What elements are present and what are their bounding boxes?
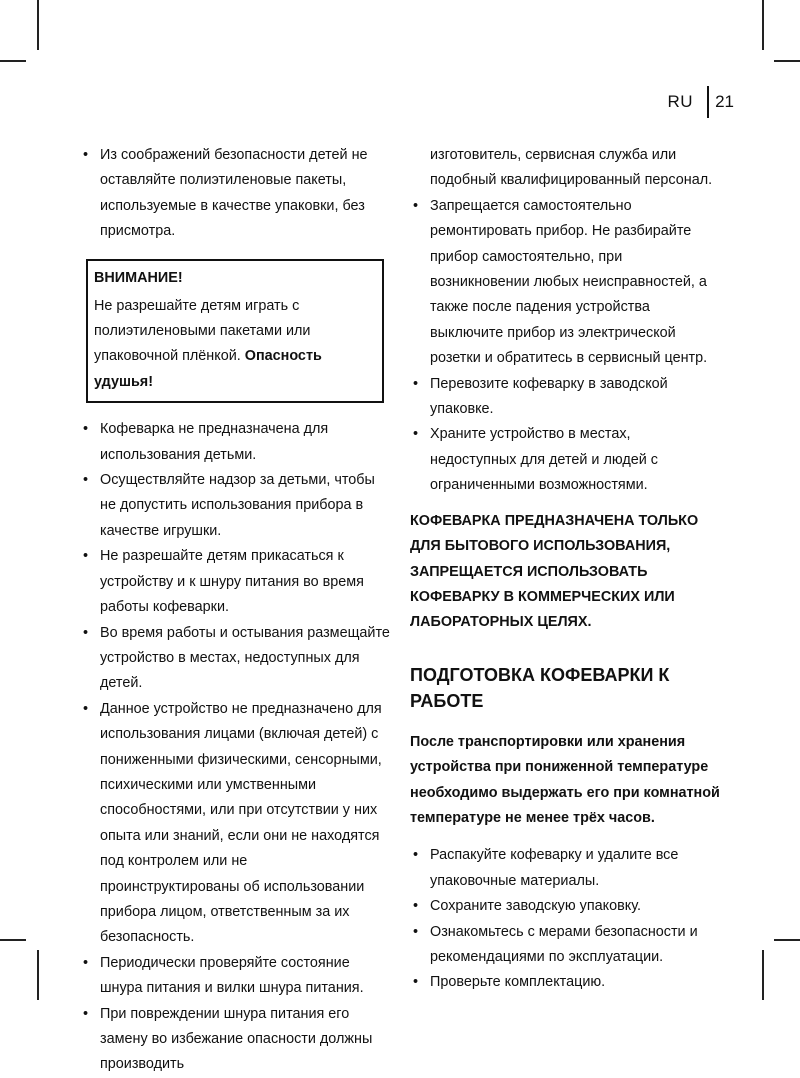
list-item: • Сохраните заводскую упаковку. xyxy=(410,894,720,919)
list-item: • Храните устройство в местах, недоступных для детей и людей с ограниченными возможностями. xyxy=(410,422,720,498)
page-header xyxy=(668,88,734,116)
crop-mark xyxy=(0,939,26,941)
list-item: • Из соображений безопасности детей не оставляйте полиэтиленовые пакеты, используемые в качестве упаковки, без присмотра. xyxy=(80,143,390,245)
crop-mark xyxy=(0,60,26,62)
list-item: • Данное устройство не предназначено для использования лицами (включая детей) с пониженными физическими, сенсорными, психическими или умственными способностями, или при отсутствии у них опыта или знаний, если они не находятся под контролем или не проинструктированы об использовании прибора лицом, ответственным за их безопасность. xyxy=(80,697,390,951)
list-item: • Проверьте комплектацию. xyxy=(410,970,720,995)
safety-list-continued xyxy=(410,194,720,499)
language-code: RU xyxy=(667,92,694,111)
header-divider xyxy=(707,86,709,118)
crop-mark xyxy=(762,950,764,1000)
crop-mark xyxy=(762,0,764,50)
crop-mark xyxy=(37,950,39,1000)
crop-mark xyxy=(37,0,39,50)
section-note: После транспортировки или хранения устройства при пониженной температуре необходимо выдержать его при комнатной температуре не менее трёх часов. xyxy=(410,733,720,826)
warning-body: Не разрешайте детям играть с полиэтиленовыми пакетами или упаковочной плёнкой. xyxy=(94,297,311,365)
continued-text: изготовитель, сервисная служба или подобный квалифицированный персонал. xyxy=(430,147,713,189)
list-item: • Ознакомьтесь с мерами безопасности и рекомендациями по эксплуатации. xyxy=(410,920,720,971)
list-item: • Во время работы и остывания размещайте устройство в местах, недоступных для детей. xyxy=(80,621,390,697)
preparation-list xyxy=(410,843,720,995)
intro-list xyxy=(80,143,390,245)
household-use-notice: КОФЕВАРКА ПРЕДНАЗНАЧЕНА ТОЛЬКО ДЛЯ БЫТОВОГО ИСПОЛЬЗОВАНИЯ, ЗАПРЕЩАЕТСЯ ИСПОЛЬЗОВАТЬ КОФЕВАРКУ В КОММЕРЧЕСКИХ ИЛИ ЛАБОРАТОРНЫХ ЦЕЛЯХ. xyxy=(410,512,699,631)
safety-list xyxy=(80,417,390,1078)
list-item: • Запрещается самостоятельно ремонтировать прибор. Не разбирайте прибор самостоятельно, при возникновении любых неисправностей, а также после падения устройства выключите прибор из электрической розетки и обратитесь в сервисный центр. xyxy=(410,194,720,372)
section-title: ПОДГОТОВКА КОФЕВАРКИ К РАБОТЕ xyxy=(410,664,670,711)
warning-emphasis: Опасность удушья! xyxy=(94,348,322,390)
crop-mark xyxy=(774,939,800,941)
warning-title: ВНИМАНИЕ! xyxy=(94,269,183,286)
warning-box xyxy=(86,259,384,404)
right-column xyxy=(410,143,720,996)
list-item: • При повреждении шнура питания его замену во избежание опасности должны производить xyxy=(80,1002,390,1078)
list-item: • Кофеварка не предназначена для использования детьми. xyxy=(80,417,390,468)
list-item: • Перевозите кофеварку в заводской упаковке. xyxy=(410,372,720,423)
crop-mark xyxy=(774,60,800,62)
left-column xyxy=(80,143,390,1078)
page-number: 21 xyxy=(715,92,734,111)
list-item: • Осуществляйте надзор за детьми, чтобы не допустить использования прибора в качестве игрушки. xyxy=(80,468,390,544)
list-item: • Не разрешайте детям прикасаться к устройству и к шнуру питания во время работы кофеварки. xyxy=(80,544,390,620)
list-item: • Периодически проверяйте состояние шнура питания и вилки шнура питания. xyxy=(80,951,390,1002)
warning-text xyxy=(94,294,376,396)
list-item: • Распакуйте кофеварку и удалите все упаковочные материалы. xyxy=(410,843,720,894)
